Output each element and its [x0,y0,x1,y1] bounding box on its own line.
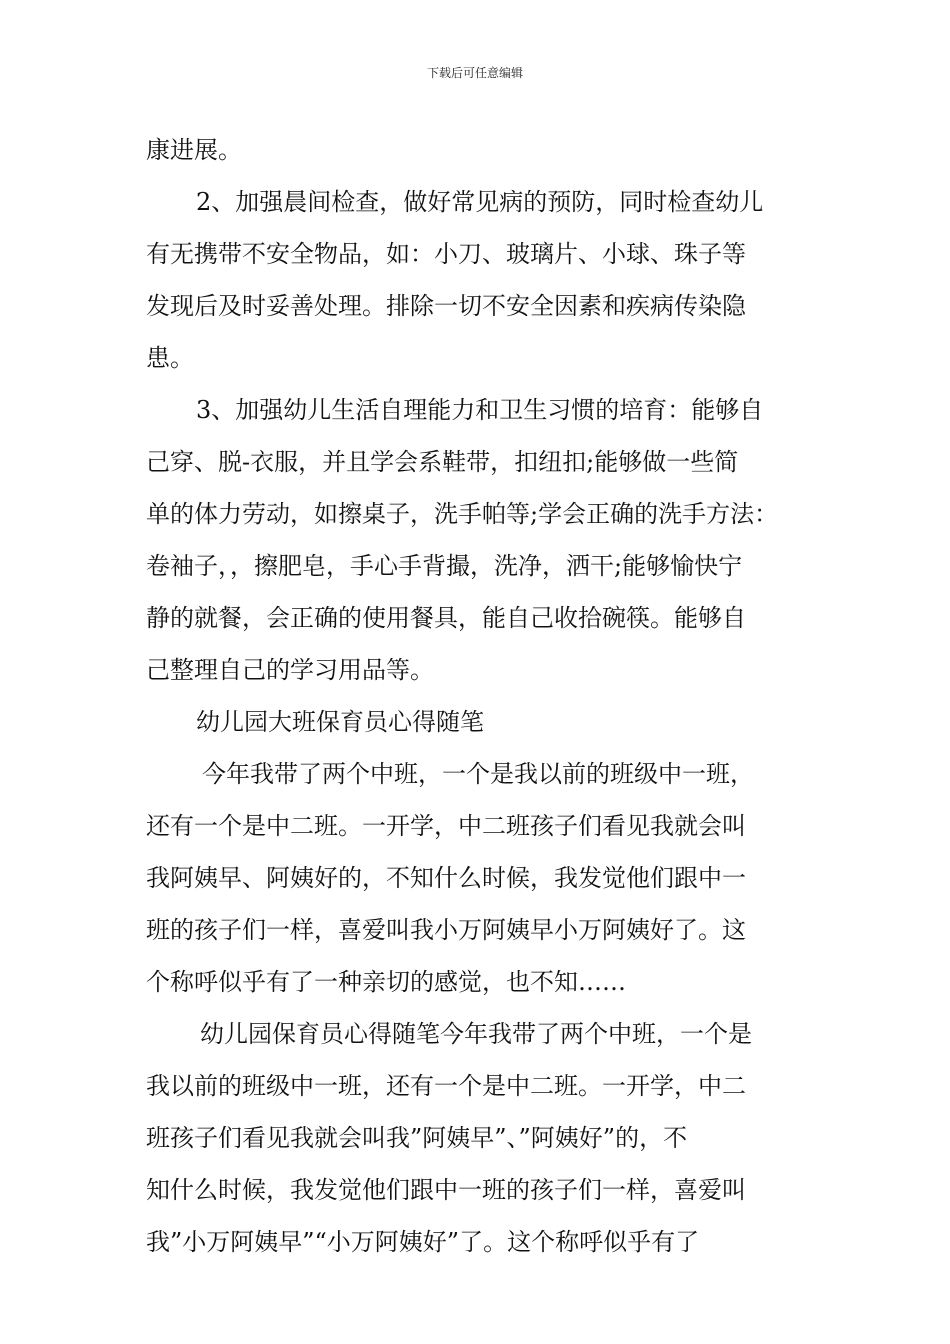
text-line: 患。 [146,344,194,372]
text-line: 卷袖子，，擦肥皂，手心手背撮，洗净，洒干;能够愉快宁 [146,552,743,580]
text-line: 知什么时候，我发觉他们跟中一班的孩子们一样，喜爱叫 [146,1176,746,1204]
page-header: 下载后可任意编辑 [426,66,523,80]
text-line: 我”小万阿姨早”“小万阿姨好”了。这个称呼似乎有了 [146,1228,700,1256]
text-line: 还有一个是中二班。一开学，中二班孩子们看见我就会叫 [146,812,746,840]
text-line: 己整理自己的学习用品等。 [146,656,434,684]
text-line: 班孩子们看见我就会叫我”阿姨早”、”阿姨好”的，不 [146,1124,688,1152]
text-line: 我以前的班级中一班，还有一个是中二班。一开学，中二 [146,1072,746,1100]
text-line: 静的就餐，会正确的使用餐具，能自己收拾碗筷。能够自 [146,604,746,632]
paragraph-start: 今年我带了两个中班，一个是我以前的班级中一班， [202,760,754,788]
text-line: 有无携带不安全物品，如：小刀、玻璃片、小球、珠子等 [146,240,746,268]
paragraph-start: 幼儿园保育员心得随笔今年我带了两个中班，一个是 [200,1020,752,1048]
section-heading: 幼儿园大班保育员心得随笔 [196,708,484,736]
document-body [146,124,816,1268]
text-line: 发现后及时妥善处理。排除一切不安全因素和疾病传染隐 [146,292,746,320]
text-line: 己穿、脱-衣服，并且学会系鞋带，扣纽扣;能够做一些简 [146,448,739,476]
paragraph-item-2-start: 2、加强晨间检查，做好常见病的预防，同时检查幼儿 [196,188,764,216]
text-line: 单的体力劳动，如擦桌子，洗手帕等;学会正确的洗手方法： [146,500,779,528]
text-line: 康进展。 [146,136,242,164]
text-line: 个称呼似乎有了一种亲切的感觉，也不知…… [146,968,626,996]
text-line: 班的孩子们一样，喜爱叫我小万阿姨早小万阿姨好了。这 [146,916,746,944]
text-line: 我阿姨早、阿姨好的，不知什么时候，我发觉他们跟中一 [146,864,746,892]
paragraph-item-3-start: 3、加强幼儿生活自理能力和卫生习惯的培育：能够自 [196,396,764,424]
